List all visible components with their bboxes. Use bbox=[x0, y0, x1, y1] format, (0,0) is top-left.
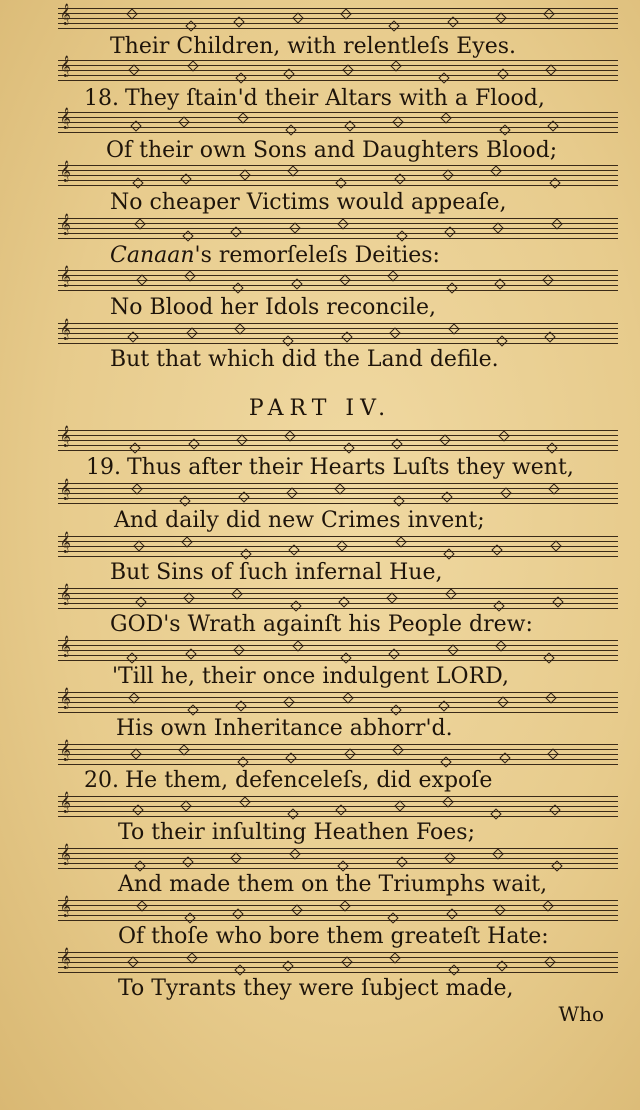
lyric-line: But that which did the Land defile. bbox=[110, 347, 499, 372]
music-staff: 𝄞 bbox=[58, 952, 618, 972]
music-note-icon bbox=[447, 644, 458, 655]
music-staff: 𝄞 bbox=[58, 483, 618, 503]
part-heading: PART IV. bbox=[248, 396, 392, 421]
music-note-icon bbox=[283, 696, 294, 707]
music-note-icon bbox=[344, 748, 355, 759]
lyric-line: Of thoſe who bore them greateſt Hate: bbox=[118, 924, 549, 949]
music-note-icon bbox=[130, 748, 141, 759]
lyric-line: His own Inheritance abhorr'd. bbox=[116, 716, 453, 741]
music-staff: 𝄞 bbox=[58, 744, 618, 764]
music-staff: 𝄞 bbox=[58, 900, 618, 920]
music-note-icon bbox=[336, 540, 347, 551]
music-note-icon bbox=[230, 852, 241, 863]
music-note-icon bbox=[547, 748, 558, 759]
music-note-icon bbox=[133, 540, 144, 551]
music-staff: 𝄞 bbox=[58, 588, 618, 608]
music-note-icon bbox=[341, 956, 352, 967]
music-staff: 𝄞 bbox=[58, 218, 618, 238]
music-note-icon bbox=[239, 169, 250, 180]
music-note-icon bbox=[136, 274, 147, 285]
lyric-line: And made them on the Triumphs wait, bbox=[118, 872, 548, 897]
lyric-line: GOD's Wrath againſt his People drew: bbox=[110, 612, 533, 637]
lyric-line: To Tyrants they were ſubject made, bbox=[118, 976, 514, 1001]
music-note-icon bbox=[292, 12, 303, 23]
music-note-icon bbox=[495, 12, 506, 23]
music-note-icon bbox=[128, 64, 139, 75]
music-staff: 𝄞 bbox=[58, 60, 618, 80]
music-note-icon bbox=[186, 327, 197, 338]
music-note-icon bbox=[542, 274, 553, 285]
music-staff: 𝄞 bbox=[58, 8, 618, 28]
music-note-icon bbox=[544, 956, 555, 967]
music-note-icon bbox=[442, 169, 453, 180]
music-note-icon bbox=[439, 434, 450, 445]
lyric-line: To their inſulting Heathen Foes; bbox=[118, 820, 475, 845]
music-note-icon bbox=[389, 327, 400, 338]
music-staff: 𝄞 bbox=[58, 536, 618, 556]
lyric-line: Of their own Sons and Daughters Blood; bbox=[106, 138, 558, 163]
music-note-icon bbox=[392, 116, 403, 127]
lyric-line: No Blood her Idols reconcile, bbox=[110, 295, 436, 320]
lyric-line: 'Till he, their once indulgent LORD, bbox=[112, 664, 509, 689]
music-note-icon bbox=[233, 644, 244, 655]
music-note-icon bbox=[236, 434, 247, 445]
lyric-line: And daily did new Crimes invent; bbox=[114, 508, 485, 533]
music-note-icon bbox=[180, 800, 191, 811]
music-note-icon bbox=[291, 904, 302, 915]
lyric-line: 20. He them, defenceleſs, did expoſe bbox=[84, 768, 493, 793]
music-note-icon bbox=[178, 116, 189, 127]
lyric-line: Their Children, with relentleſs Eyes. bbox=[110, 34, 517, 59]
music-note-icon bbox=[289, 222, 300, 233]
music-note-icon bbox=[127, 956, 138, 967]
music-staff: 𝄞 bbox=[58, 640, 618, 660]
music-note-icon bbox=[492, 222, 503, 233]
music-staff: 𝄞 bbox=[58, 430, 618, 450]
catchword: Who bbox=[558, 1002, 604, 1026]
music-note-icon bbox=[183, 592, 194, 603]
music-note-icon bbox=[550, 540, 561, 551]
music-note-icon bbox=[394, 800, 405, 811]
music-note-icon bbox=[386, 592, 397, 603]
music-note-icon bbox=[286, 487, 297, 498]
music-staff: 𝄞 bbox=[58, 323, 618, 343]
music-note-icon bbox=[444, 852, 455, 863]
music-staff: 𝄞 bbox=[58, 270, 618, 290]
music-staff: 𝄞 bbox=[58, 848, 618, 868]
music-staff: 𝄞 bbox=[58, 796, 618, 816]
music-note-icon bbox=[497, 696, 508, 707]
lyric-line: 19. Thus after their Hearts Luſts they went, bbox=[86, 455, 574, 480]
lyric-line: But Sins of ſuch infernal Hue, bbox=[110, 560, 443, 585]
music-staff: 𝄞 bbox=[58, 692, 618, 712]
lyric-line: 18. They ſtain'd their Altars with a Flood, bbox=[84, 86, 545, 111]
music-staff: 𝄞 bbox=[58, 112, 618, 132]
lyric-line: Canaan's remorſeleſs Deities: bbox=[110, 243, 440, 268]
music-note-icon bbox=[494, 904, 505, 915]
music-note-icon bbox=[500, 487, 511, 498]
music-note-icon bbox=[339, 274, 350, 285]
music-note-icon bbox=[545, 64, 556, 75]
music-note-icon bbox=[342, 64, 353, 75]
music-staff: 𝄞 bbox=[58, 165, 618, 185]
lyric-line: No cheaper Victims would appeaſe, bbox=[110, 190, 507, 215]
